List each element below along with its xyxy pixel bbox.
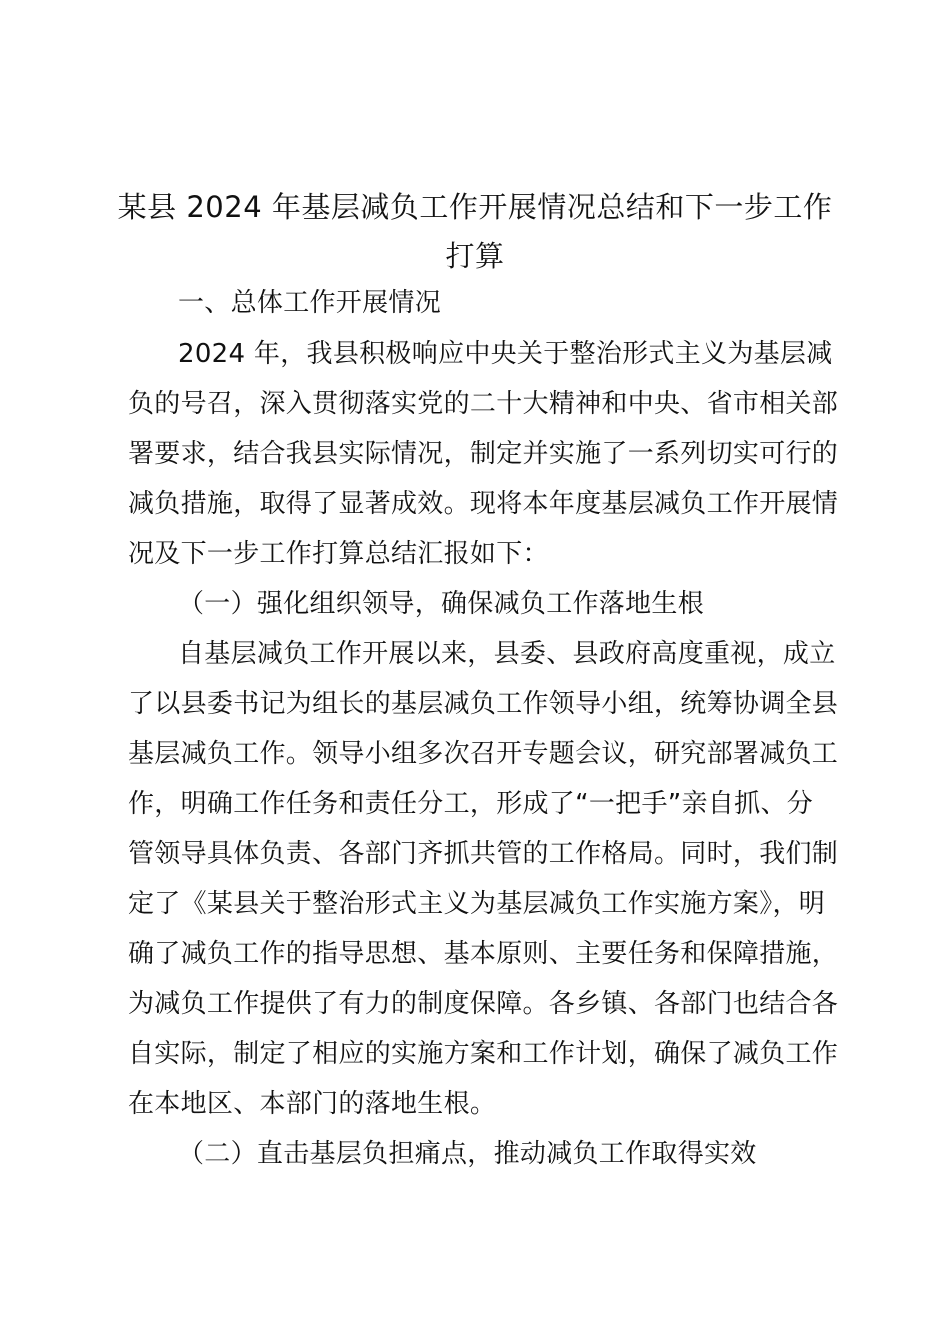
paragraph-line: 自基层减负工作开展以来，县委、县政府高度重视，成立 <box>178 639 836 669</box>
subsection-heading: （二）直击基层负担痛点，推动减负工作取得实效 <box>178 1139 757 1169</box>
paragraph-line: 基层减负工作。领导小组多次召开专题会议，研究部署减负工 <box>128 739 839 769</box>
paragraph-line: 自实际，制定了相应的实施方案和工作计划，确保了减负工作 <box>128 1039 839 1069</box>
paragraph-line: 了以县委书记为组长的基层减负工作领导小组，统筹协调全县 <box>128 689 839 719</box>
paragraph-line: 在本地区、本部门的落地生根。 <box>128 1089 497 1119</box>
paragraph-line: 署要求，结合我县实际情况，制定并实施了一系列切实可行的 <box>128 439 839 469</box>
document-title-line-1: 某县 2024 年基层减负工作开展情况总结和下一步工作 <box>117 190 833 224</box>
paragraph-line: 减负措施，取得了显著成效。现将本年度基层减负工作开展情 <box>128 489 839 519</box>
paragraph-line: 况及下一步工作打算总结汇报如下： <box>128 539 549 569</box>
paragraph-line: 管领导具体负责、各部门齐抓共管的工作格局。同时，我们制 <box>128 839 839 869</box>
paragraph-line: 负的号召，深入贯彻落实党的二十大精神和中央、省市相关部 <box>128 389 839 419</box>
paragraph-line: 确了减负工作的指导思想、基本原则、主要任务和保障措施， <box>128 939 839 969</box>
paragraph-line: 为减负工作提供了有力的制度保障。各乡镇、各部门也结合各 <box>128 989 839 1019</box>
paragraph-line: 2024 年，我县积极响应中央关于整治形式主义为基层减 <box>178 339 833 369</box>
document-title-line-2: 打算 <box>445 239 505 273</box>
section-heading: 一、总体工作开展情况 <box>178 288 442 318</box>
paragraph-line: 定了《某县关于整治形式主义为基层减负工作实施方案》，明 <box>128 889 826 919</box>
subsection-heading: （一）强化组织领导，确保减负工作落地生根 <box>178 589 705 619</box>
paragraph-line: 作，明确工作任务和责任分工，形成了“一把手”亲自抓、分 <box>128 789 814 819</box>
